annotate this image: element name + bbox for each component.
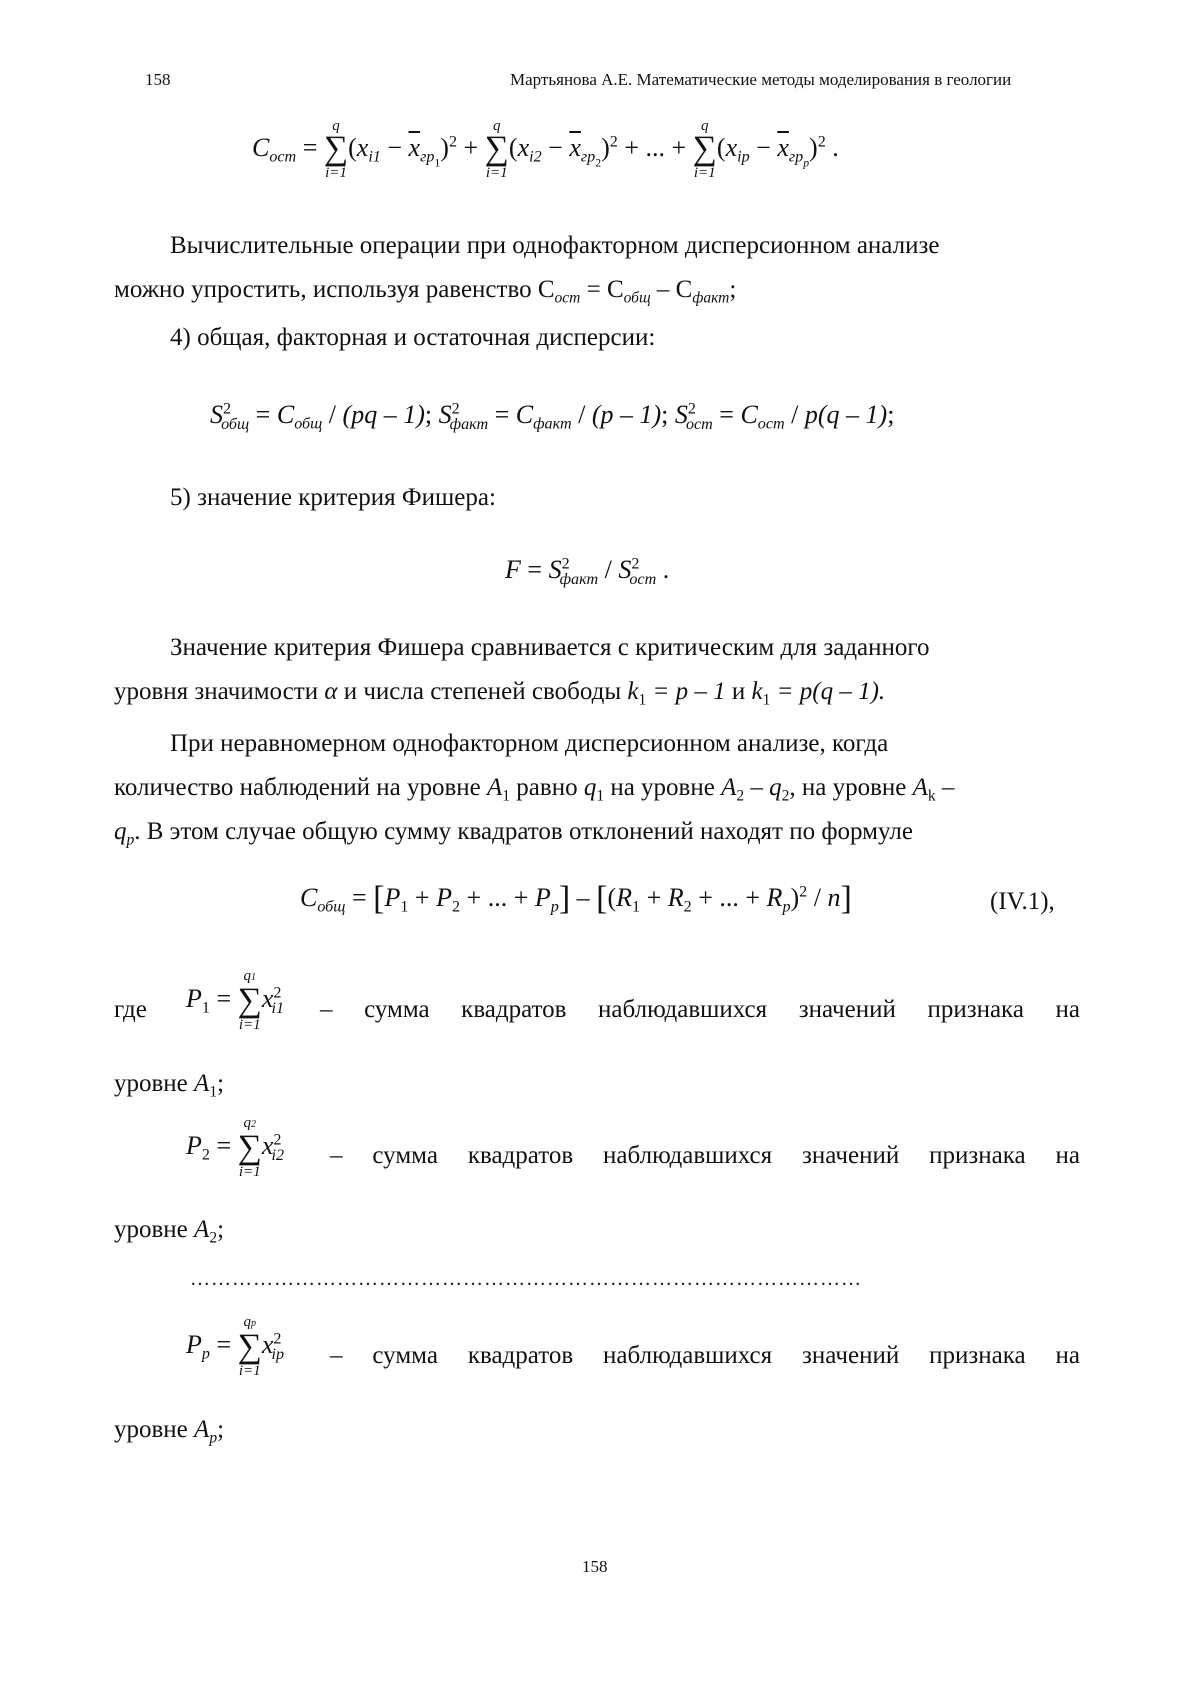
paragraph-text: ; xyxy=(217,1216,225,1243)
formula-subscript: p xyxy=(209,1429,218,1447)
formula-subscript: гр xyxy=(580,148,596,166)
paragraph-unequal xyxy=(114,722,1080,766)
formula-symbol: q xyxy=(114,818,127,845)
paragraph-text: количество наблюдений на уровне xyxy=(114,774,481,801)
formula-symbol: A xyxy=(487,774,503,801)
sigma-glyph: ∑ xyxy=(692,130,717,167)
formula-subscript: 2 xyxy=(209,1229,218,1247)
pp-description: – сумма квадратов наблюдавшихся значений признака на xyxy=(330,1342,1080,1369)
formula-symbol: A xyxy=(194,1216,210,1243)
paragraph-text: и xyxy=(731,678,746,705)
formula-symbol: $\overline{x}$ xyxy=(408,132,421,162)
p1-level xyxy=(114,1062,224,1114)
sum-upper: q xyxy=(332,118,340,134)
sum-lower: i=1 xyxy=(693,165,716,181)
formula-iv1-label: (IV.1), xyxy=(990,888,1055,915)
paragraph-text: уровне xyxy=(114,1070,188,1097)
paragraph-unequal-line3 xyxy=(114,810,913,862)
formula-symbol: x xyxy=(356,132,369,162)
where-word: где xyxy=(114,996,147,1023)
formula-denominator: (p – 1) xyxy=(591,400,662,429)
formula-subscript: факт xyxy=(559,570,599,588)
paragraph-text: можно упростить, используя равенство С xyxy=(114,276,555,303)
sigma-glyph: ∑ xyxy=(323,130,349,167)
formula-symbol: k xyxy=(627,678,639,705)
paragraph-text: Значение критерия Фишера сравнивается с критическим для заданного xyxy=(170,634,930,661)
pp-level xyxy=(114,1408,224,1460)
formula-subscript: i1 xyxy=(368,148,381,166)
formula-denominator: (pq – 1) xyxy=(342,400,425,429)
formula-symbol: x xyxy=(725,132,738,162)
formula-subscript: 2 xyxy=(595,156,602,170)
formula-symbol: A xyxy=(721,774,737,801)
sigma-glyph: ∑ xyxy=(237,1129,262,1166)
formula-subscript: i2 xyxy=(271,1146,285,1164)
formula-subscript: p xyxy=(201,1345,210,1363)
paragraph-text: равно xyxy=(516,774,578,801)
sigma-glyph: ∑ xyxy=(237,982,262,1019)
formula-subscript: факт xyxy=(449,415,489,433)
formula-p2: $P_2$ = q2 ∑ i=1 $x^2_{i2}$ xyxy=(186,1115,285,1180)
paragraph-text: уровня значимости xyxy=(114,678,319,705)
formula-subscript: общ xyxy=(317,898,346,916)
paragraph-text: . В этом случае общую сумму квадратов отклонений находят по формуле xyxy=(134,818,913,845)
paragraph-text: , на уровне xyxy=(789,774,907,801)
formula-iv1: $C_{общ} = [P_1 + P_2$ + ... + $P_p] - [(R_1 + R_2$ + ... + $R_p)^2 / n$] xyxy=(300,880,852,917)
header-title: Мартьянова А.Е. Математические методы моделирования в геологии xyxy=(510,70,1012,89)
formula-dispersions: $S^2_{общ} = C_{общ} / (pq - 1)$; $S^2_{факт} = C_{факт} / (p - 1)$; $S^2_{ост} = C_{ост} / p(q - 1)$; xyxy=(210,400,895,433)
formula-subscript: ip xyxy=(737,148,750,166)
sum-upper: q xyxy=(243,968,251,984)
formula-subscript: 1 xyxy=(209,1083,218,1101)
formula-residual-sum: $C_{ост}$ = q ∑ i=1 $(x_{i1} - \overline{x}_{гр1})^2$ + q ∑ i=1 $(x_{i2} - \overline{x}_{гр2})^2$ + ... + q ∑ i=1 $(x_{ip} - \overline{x}_{грp})^2$ . xyxy=(252,118,839,181)
formula-pp: $P_p$ = qp ∑ i=1 $x^2_{ip}$ xyxy=(186,1314,285,1379)
formula-symbol: C xyxy=(252,132,270,162)
formula-symbol: A xyxy=(194,1070,210,1097)
formula-subscript: ост xyxy=(269,148,297,166)
paragraph-text: уровне xyxy=(114,1216,188,1243)
formula-symbol: A xyxy=(194,1416,210,1443)
formula-symbol: k xyxy=(751,678,763,705)
formula-subscript: факт xyxy=(533,415,572,433)
formula-subscript: 1 xyxy=(201,999,210,1017)
formula-subscript: ост xyxy=(757,415,785,433)
paragraph-text: ; xyxy=(217,1070,225,1097)
formula-subscript: i2 xyxy=(529,148,542,166)
formula-subscript: гр xyxy=(420,148,435,166)
sum-upper: q xyxy=(243,1314,251,1330)
p2-description: – сумма квадратов наблюдавшихся значений признака на xyxy=(330,1142,1080,1169)
formula-symbol: $\overline{x}$ xyxy=(569,132,581,162)
ellipsis-separator: …………………………………………………………………………………… xyxy=(190,1268,862,1290)
sum-symbol: q2 ∑ i=1 xyxy=(237,1115,262,1180)
paragraph-text: и числа степеней свободы xyxy=(343,678,622,705)
sum-upper: q xyxy=(243,1115,251,1131)
paragraph-text: ; xyxy=(729,276,737,303)
formula-subscript: ip xyxy=(271,1345,285,1363)
sum-symbol: qp ∑ i=1 xyxy=(237,1314,262,1379)
list-item-4: 4) общая, факторная и остаточная дисперсии: xyxy=(170,324,656,351)
sum-upper: q xyxy=(493,118,501,134)
formula-subscript: общ xyxy=(221,415,250,433)
paragraph-text: Вычислительные операции при однофакторном дисперсионном анализе xyxy=(170,232,940,259)
formula-subscript: 2 xyxy=(251,1119,256,1130)
paragraph-text: – xyxy=(941,774,955,801)
sum-symbol xyxy=(485,118,509,182)
sum-symbol: q1 ∑ i=1 xyxy=(237,968,262,1033)
sigma-glyph: ∑ xyxy=(237,1328,262,1365)
formula-symbol: F xyxy=(505,555,521,584)
formula-subscript: k xyxy=(927,787,936,805)
sum-symbol xyxy=(324,118,348,182)
formula-symbol: A xyxy=(912,774,928,801)
formula-subscript: p xyxy=(803,156,810,170)
alpha-symbol: α xyxy=(324,678,338,705)
formula-subscript: общ xyxy=(623,289,651,307)
paragraph-fisher-compare-line2 xyxy=(114,670,885,722)
formula-subscript: гр xyxy=(788,148,804,166)
formula-subscript: 1 xyxy=(762,691,771,709)
paragraph-simplify-line2 xyxy=(114,268,736,320)
formula-subscript: ост xyxy=(685,415,713,433)
formula-subscript: p xyxy=(126,831,135,849)
sum-symbol xyxy=(693,118,717,182)
formula-text: = p – 1 xyxy=(652,678,726,705)
footer-page-number: 158 xyxy=(582,1557,608,1576)
paragraph-text: При неравномерном однофакторном дисперсионном анализе, когда xyxy=(170,730,889,757)
paragraph-text: = С xyxy=(580,276,624,303)
sum-lower: i=1 xyxy=(325,165,347,181)
sigma-glyph: ∑ xyxy=(484,130,509,167)
paragraph-unequal-line2: количество наблюдений на уровне $A_1$ равно $q_1$ на уровне $A_2 - q_2$, на уровне $A_k$ – xyxy=(114,774,955,805)
formula-text: – q xyxy=(750,774,782,801)
formula-symbol: $\overline{x}$ xyxy=(777,132,789,162)
formula-subscript: 1 xyxy=(251,972,256,983)
formula-text: = p(q – 1). xyxy=(776,678,886,705)
formula-fisher: $F = S^2_{факт} / S^2_{ост}$ . xyxy=(505,555,670,588)
sum-lower: i=1 xyxy=(485,165,508,181)
sum-upper: q xyxy=(701,118,709,134)
formula-subscript: ост xyxy=(629,570,657,588)
paragraph-fisher-compare xyxy=(114,626,1080,670)
list-item-5: 5) значение критерия Фишера: xyxy=(170,484,496,511)
formula-subscript: ост xyxy=(554,289,581,307)
formula-symbol: x xyxy=(517,132,530,162)
paragraph-text: уровне xyxy=(114,1416,188,1443)
paragraph-text: ; xyxy=(217,1416,225,1443)
p2-level xyxy=(114,1208,224,1260)
formula-subscript: факт xyxy=(692,289,730,307)
formula-symbol: C xyxy=(300,883,318,912)
paragraph-text: на уровне xyxy=(610,774,715,801)
formula-subscript: i1 xyxy=(271,999,285,1017)
header-page-number: 158 xyxy=(145,70,171,89)
p1-description: – сумма квадратов наблюдавшихся значений признака на xyxy=(320,996,1080,1023)
formula-p1: $P_1$ = q1 ∑ i=1 $x^2_{i1}$ xyxy=(186,968,285,1033)
formula-subscript: 1 xyxy=(434,156,441,170)
paragraph-text: – С xyxy=(650,276,693,303)
formula-subscript: p xyxy=(251,1318,256,1329)
formula-subscript: 2 xyxy=(201,1146,210,1164)
formula-subscript: общ xyxy=(294,415,323,433)
paragraph-simplify xyxy=(114,224,1080,268)
formula-symbol: q xyxy=(583,774,597,801)
formula-subscript: 1 xyxy=(638,691,647,709)
formula-denominator: p(q – 1) xyxy=(804,400,888,429)
